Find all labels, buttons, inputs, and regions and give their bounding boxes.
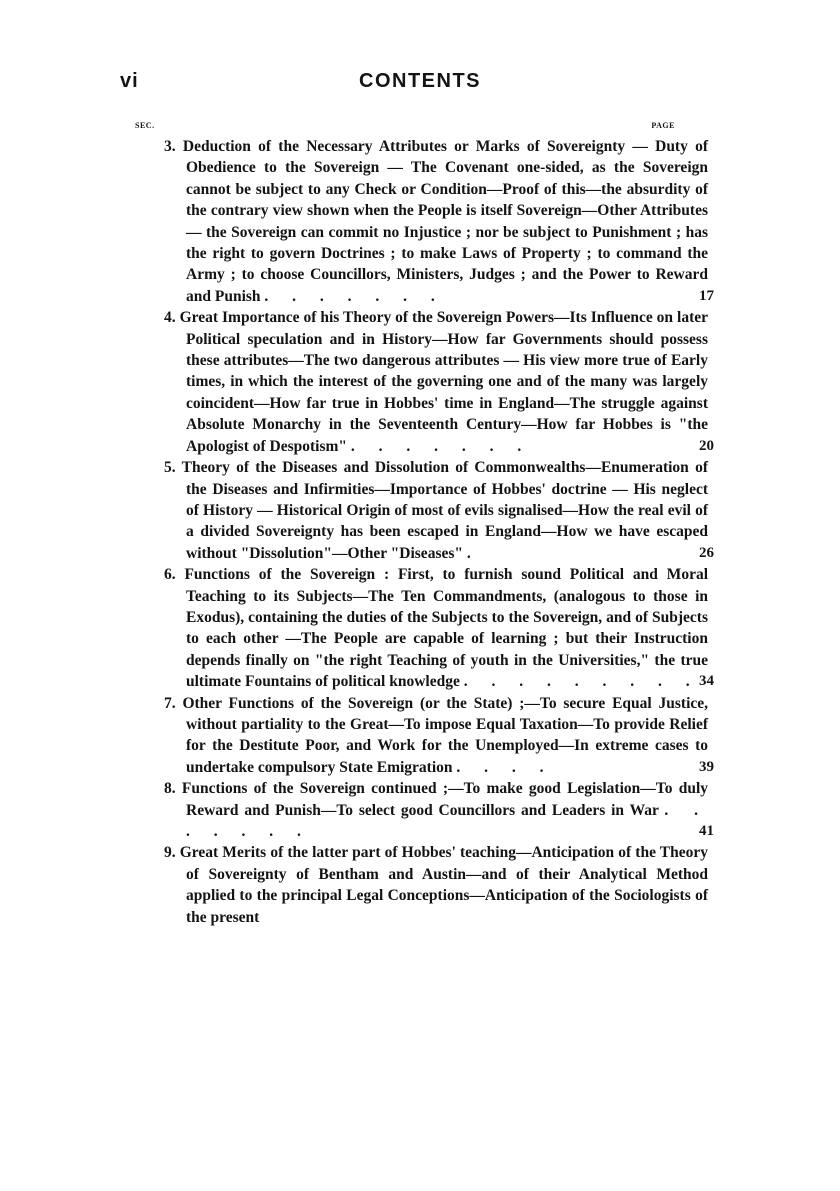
contents-entry bbox=[140, 842, 720, 928]
entry-page-number: 17 bbox=[699, 287, 714, 304]
entry-text: Great Merits of the latter part of Hobbes' teaching—Anticipation of the Theory of Sovereignty of Bentham and Austin—and of their Analytical Method applied to the principal Legal Conceptions—Anticipation of the Sociologists of the present bbox=[179, 844, 709, 926]
dot-leader: . . . . . . . bbox=[350, 437, 532, 455]
dot-leader: . . . . . . . bbox=[186, 801, 708, 840]
dot-leader: . bbox=[466, 544, 481, 562]
entry-text: Other Functions of the Sovereign (or the State) ;—To secure Equal Justice, without partiality to the Great—To impose Equal Taxation—To provide Relief for the Destitute Poor, and Work for the Unemployed—In extreme cases to undertake compulsory State Emigration bbox=[182, 694, 709, 776]
section-column-head: SEC. bbox=[135, 121, 155, 130]
contents-entry bbox=[140, 693, 720, 779]
entry-page-number: 26 bbox=[699, 544, 714, 561]
entry-number: 3. bbox=[164, 138, 176, 155]
entry-number: 9. bbox=[164, 844, 176, 862]
entry-number: 8. bbox=[164, 780, 176, 798]
entry-number: 5. bbox=[164, 459, 176, 477]
column-heads bbox=[135, 121, 675, 133]
entry-page-number: 39 bbox=[699, 758, 714, 775]
contents-entry bbox=[140, 136, 720, 307]
page-column-head: PAGE bbox=[651, 121, 675, 130]
dot-leader: . . . . . . . . . bbox=[463, 673, 700, 691]
page-title: CONTENTS bbox=[359, 70, 481, 92]
entry-text: Great Importance of his Theory of the Sovereign Powers—Its Influence on later Political speculation and in History—How far Governments should possess these attributes—The two dangerous attributes — His view more true of Early times, in which the interest of the governing one and of the many was largely coincident—How far true in Hobbes' time in England—The struggle against Absolute Monarchy in the Seventeenth Century—How far Hobbes is "the Apologist of Despotism" bbox=[179, 309, 708, 455]
running-head bbox=[0, 70, 840, 100]
entry-text: Deduction of the Necessary Attributes or Marks of Sovereignty — Duty of Obedience to the Sovereign — The Covenant one-sided, as the Sovereign cannot be subject to any Check or Condition—Proof of this—the absurdity of the contrary view shown when the People is itself Sovereign—Other Attributes — the Sovereign can commit no Injustice ; nor be subject to Punishment ; has the right to govern Doctrines ; to make Laws of Property ; to command the Army ; to choose Councillors, Ministers, Judges ; and the Power to Reward and Punish bbox=[182, 138, 709, 305]
entry-page-number: 20 bbox=[699, 437, 714, 454]
contents-entry bbox=[140, 307, 720, 457]
entry-page-number: 41 bbox=[699, 823, 714, 839]
dot-leader: . . . . . . . bbox=[264, 287, 445, 305]
page-folio: vi bbox=[120, 70, 139, 92]
dot-leader: . . . . bbox=[456, 758, 554, 776]
contents-list bbox=[140, 136, 720, 928]
contents-entry bbox=[140, 778, 720, 842]
entry-text: Functions of the Sovereign : First, to furnish sound Political and Moral Teaching to its Subjects—The Ten Commandments, (analogous to those in Exodus), containing the duties of the Subjects to the Sovereign, and of Subjects to each other —The People are capable of learning ; but their Instruction depends finally on "the right Teaching of youth in the Universities," the true ultimate Fountains of political knowledge bbox=[184, 566, 709, 691]
entry-text: Functions of the Sovereign continued ;—To make good Legislation—To duly Reward and Punish—To select good Councillors and Leaders in War bbox=[181, 780, 709, 819]
entry-text: Theory of the Diseases and Dissolution of Commonwealths—Enumeration of the Diseases and Infirmities—Importance of Hobbes' doctrine — His neglect of History — Historical Origin of most of evils signalised—How the real evil of a divided Sovereignty has been escaped in England—How we have escaped without "Dissolution"—Other "Diseases" bbox=[181, 459, 708, 562]
entry-number: 7. bbox=[164, 694, 176, 712]
entry-page-number: 34 bbox=[699, 673, 714, 690]
entry-number: 6. bbox=[164, 566, 176, 584]
contents-entry bbox=[140, 457, 720, 564]
contents-entry bbox=[140, 564, 720, 692]
entry-number: 4. bbox=[164, 309, 176, 327]
